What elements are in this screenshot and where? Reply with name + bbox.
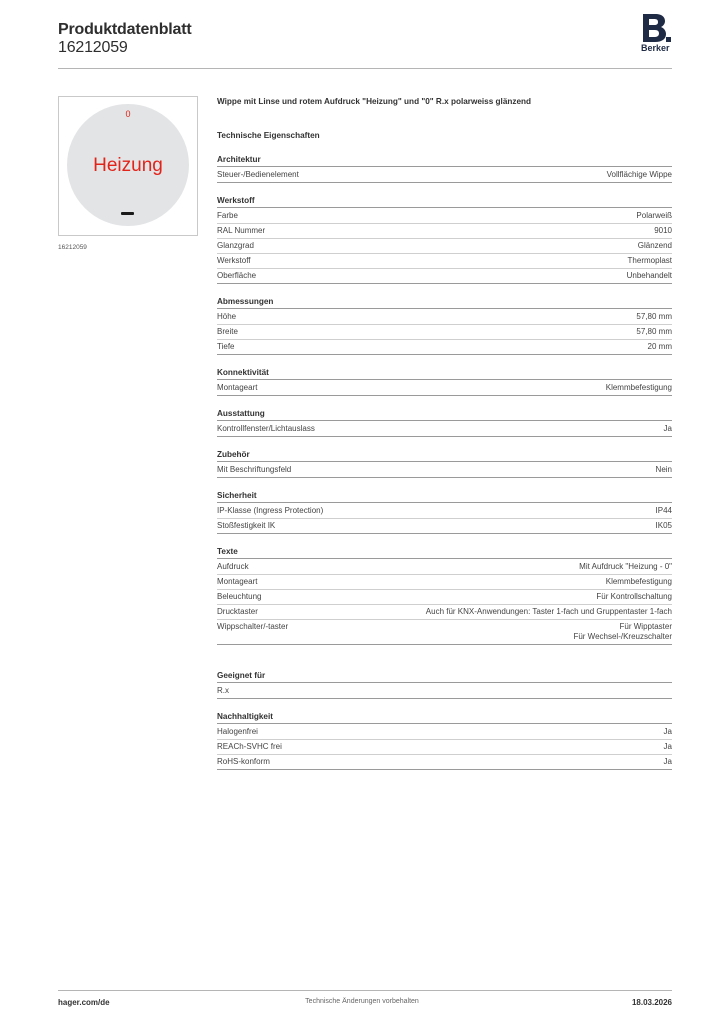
spec-value-line: Für Wipptaster — [619, 622, 672, 631]
section-title: Architektur — [217, 155, 261, 164]
spec-row — [217, 684, 672, 698]
spec-value-line: Polarweiß — [636, 211, 672, 220]
spec-value — [573, 622, 672, 642]
footer-note: Technische Änderungen vorbehalten — [305, 998, 419, 1005]
spec-value-line: Ja — [663, 727, 672, 736]
section-title: Texte — [217, 547, 238, 556]
spec-section — [217, 546, 672, 645]
spec-label: REACh-SVHC frei — [217, 742, 282, 751]
section-title: Sicherheit — [217, 491, 257, 500]
spec-row — [217, 725, 672, 739]
spec-value-line: 20 mm — [647, 342, 672, 351]
spec-label: R.x — [217, 686, 229, 695]
spec-value-line: Thermoplast — [627, 256, 672, 265]
spec-value — [579, 562, 672, 572]
spec-value — [607, 170, 672, 180]
spec-section — [217, 490, 672, 534]
spec-sections — [217, 154, 672, 770]
section-title: Zubehör — [217, 450, 250, 459]
spec-label: Farbe — [217, 211, 238, 220]
row-divider — [217, 182, 672, 183]
spec-label: Steuer-/Bedienelement — [217, 170, 299, 179]
spec-value — [654, 226, 672, 236]
section-title: Konnektivität — [217, 368, 269, 377]
spec-label: Höhe — [217, 312, 237, 321]
spec-value-line: Unbehandelt — [626, 271, 672, 280]
spec-label: Werkstoff — [217, 256, 251, 265]
spec-label: Montageart — [217, 383, 258, 392]
section-divider — [217, 502, 672, 503]
row-divider — [217, 283, 672, 284]
spec-value — [656, 465, 672, 475]
spec-row — [217, 519, 672, 533]
row-divider — [217, 769, 672, 770]
spec-row — [217, 269, 672, 283]
section-divider — [217, 682, 672, 683]
rocker-heizung-label: Heizung — [93, 155, 163, 176]
spec-value — [606, 577, 672, 587]
spec-value — [596, 592, 672, 602]
article-number: 16212059 — [58, 39, 128, 56]
spec-row — [217, 422, 672, 436]
section-divider — [217, 379, 672, 380]
spec-label: Glanzgrad — [217, 241, 254, 250]
spec-value — [606, 383, 672, 393]
spec-section — [217, 367, 672, 396]
spec-value-line: Nein — [655, 465, 672, 474]
section-title: Abmessungen — [217, 297, 274, 306]
spec-label: RAL Nummer — [217, 226, 266, 235]
spec-value — [636, 211, 672, 221]
spec-value — [656, 506, 672, 516]
spec-label: Oberfläche — [217, 271, 257, 280]
spec-row — [217, 463, 672, 477]
spec-label: Beleuchtung — [217, 592, 262, 601]
rocker-illustration — [59, 97, 197, 235]
spec-value — [426, 607, 672, 617]
spec-label: Mit Beschriftungsfeld — [217, 465, 292, 474]
spec-row — [217, 209, 672, 223]
spec-label: Aufdruck — [217, 562, 249, 571]
footer-divider — [58, 990, 672, 991]
spec-value-line: Ja — [663, 757, 672, 766]
spec-value — [627, 271, 672, 281]
product-name: Wippe mit Linse und rotem Aufdruck "Heizung" und "0" R.x polarweiss glänzend — [217, 97, 532, 106]
section-heading-technical: Technische Eigenschaften — [217, 131, 320, 140]
spec-value-line: Vollflächige Wippe — [606, 170, 672, 179]
spec-value-line: Auch für KNX-Anwendungen: Taster 1-fach und Gruppentaster 1-fach — [425, 607, 672, 616]
spec-section — [217, 408, 672, 437]
spec-value — [664, 742, 672, 752]
spec-value — [628, 256, 672, 266]
spec-row — [217, 340, 672, 354]
row-divider — [217, 698, 672, 699]
spec-row — [217, 239, 672, 253]
spec-value — [656, 521, 672, 531]
spec-value — [664, 757, 672, 767]
spec-value-line: 57,80 mm — [636, 312, 672, 321]
section-title: Geeignet für — [217, 671, 266, 680]
spec-value-line: Für Kontrollschaltung — [596, 592, 672, 601]
spec-value-line: Klemmbefestigung — [605, 383, 672, 392]
section-divider — [217, 723, 672, 724]
spec-section — [217, 449, 672, 478]
spec-value-line: Klemmbefestigung — [605, 577, 672, 586]
section-divider — [217, 420, 672, 421]
spec-label: RoHS-konform — [217, 757, 270, 766]
product-image — [58, 96, 198, 236]
section-title: Werkstoff — [217, 196, 255, 205]
spec-row — [217, 590, 672, 604]
spec-row — [217, 224, 672, 238]
page-title: Produktdatenblatt — [58, 21, 192, 38]
spec-row — [217, 620, 672, 644]
row-divider — [217, 436, 672, 437]
product-image-caption: 16212059 — [58, 244, 87, 251]
spec-row — [217, 381, 672, 395]
spec-value-line: 9010 — [654, 226, 672, 235]
spec-value-line: Für Wechsel-/Kreuzschalter — [573, 632, 672, 641]
spec-label: Breite — [217, 327, 238, 336]
spec-value-line: Ja — [663, 742, 672, 751]
spec-label: Drucktaster — [217, 607, 258, 616]
spec-content — [217, 96, 672, 770]
spec-value-line: IK05 — [655, 521, 672, 530]
berker-brand-text: Berker — [641, 43, 670, 53]
section-title: Nachhaltigkeit — [217, 712, 273, 721]
spec-row — [217, 504, 672, 518]
spec-row — [217, 254, 672, 268]
row-divider — [217, 533, 672, 534]
spec-row — [217, 755, 672, 769]
spec-row — [217, 740, 672, 754]
spec-label: Wippschalter/-taster — [217, 622, 289, 631]
spec-row — [217, 560, 672, 574]
spec-row — [217, 575, 672, 589]
section-title: Ausstattung — [217, 409, 265, 418]
spec-value-line: 57,80 mm — [636, 327, 672, 336]
spec-row — [217, 325, 672, 339]
row-divider — [217, 477, 672, 478]
spec-value-line: Mit Aufdruck "Heizung - 0" — [579, 562, 672, 571]
spec-section — [217, 195, 672, 284]
spec-row — [217, 168, 672, 182]
footer-date: 18.03.2026 — [631, 998, 672, 1007]
section-divider — [217, 207, 672, 208]
header-divider — [58, 68, 672, 69]
section-divider — [217, 166, 672, 167]
footer-website: hager.com/de — [58, 998, 110, 1007]
spec-label: Stoßfestigkeit IK — [217, 521, 276, 530]
section-divider — [217, 461, 672, 462]
spec-label: Kontrollfenster/Lichtauslass — [217, 424, 315, 433]
row-divider — [217, 354, 672, 355]
spec-value — [648, 342, 672, 352]
spec-label: IP-Klasse (Ingress Protection) — [217, 506, 324, 515]
berker-b-logo-icon — [641, 14, 671, 42]
spec-row — [217, 605, 672, 619]
spec-value — [664, 727, 672, 737]
spec-section — [217, 296, 672, 355]
rocker-lens — [121, 212, 134, 215]
spec-label: Tiefe — [217, 342, 235, 351]
spec-value-line: IP44 — [655, 506, 672, 515]
spec-label: Halogenfrei — [217, 727, 258, 736]
spec-value-line: Glänzend — [637, 241, 672, 250]
spec-row — [217, 310, 672, 324]
spec-value-line: Ja — [663, 424, 672, 433]
spec-section — [217, 711, 672, 770]
section-divider — [217, 558, 672, 559]
spec-value — [664, 424, 672, 434]
berker-logo — [640, 14, 674, 54]
rocker-zero-label: 0 — [125, 109, 131, 119]
spec-label: Montageart — [217, 577, 258, 586]
section-divider — [217, 308, 672, 309]
spec-value — [636, 327, 672, 337]
spec-value — [638, 241, 672, 251]
spec-section — [217, 670, 672, 699]
spec-value — [636, 312, 672, 322]
spec-section — [217, 154, 672, 183]
row-divider — [217, 395, 672, 396]
row-divider — [217, 644, 672, 645]
